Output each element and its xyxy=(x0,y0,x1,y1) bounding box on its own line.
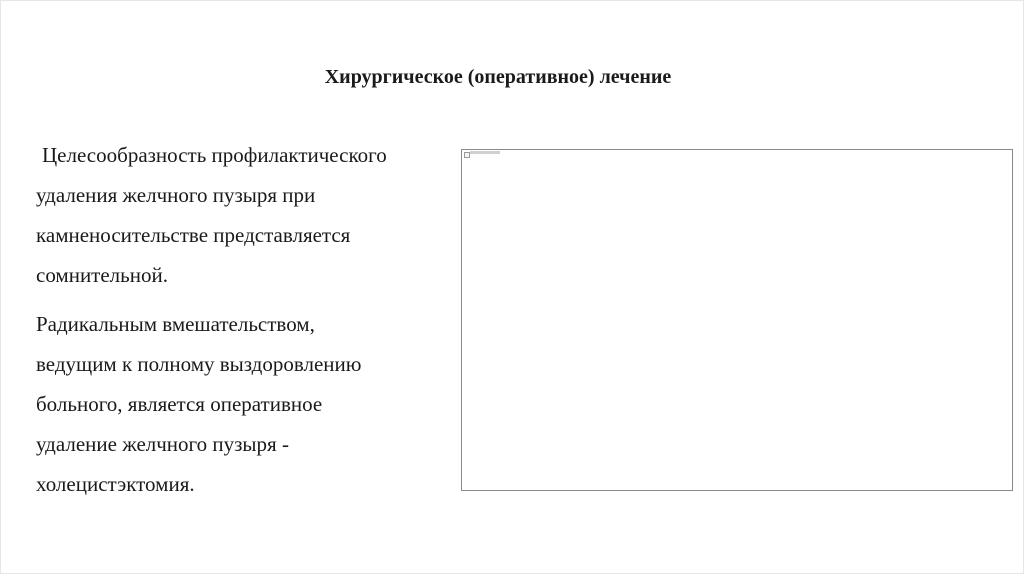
paragraph-1-line-1: Целесообразность профилактического xyxy=(42,143,387,167)
image-placeholder xyxy=(461,149,1013,491)
paragraph-1-line-4: сомнительной. xyxy=(36,263,168,287)
paragraph-1-line-3: камненосительстве представляется xyxy=(36,223,351,247)
body-text xyxy=(36,135,456,504)
paragraph-2-line-3: больного, является оперативное xyxy=(36,392,323,416)
paragraph-2-line-5: холецистэктомия. xyxy=(36,472,195,496)
broken-image-alt-text xyxy=(470,151,500,154)
paragraph-1-line-2: удаления желчного пузыря при xyxy=(36,183,316,207)
paragraph-2 xyxy=(36,304,456,504)
slide-title: Хирургическое (оперативное) лечение xyxy=(324,66,672,88)
paragraph-2-line-2: ведущим к полному выздоровлению xyxy=(36,352,362,376)
paragraph-2-line-1: Радикальным вмешательством, xyxy=(36,312,315,336)
paragraph-2-line-4: удаление желчного пузыря - xyxy=(36,432,289,456)
paragraph-1 xyxy=(36,135,456,295)
